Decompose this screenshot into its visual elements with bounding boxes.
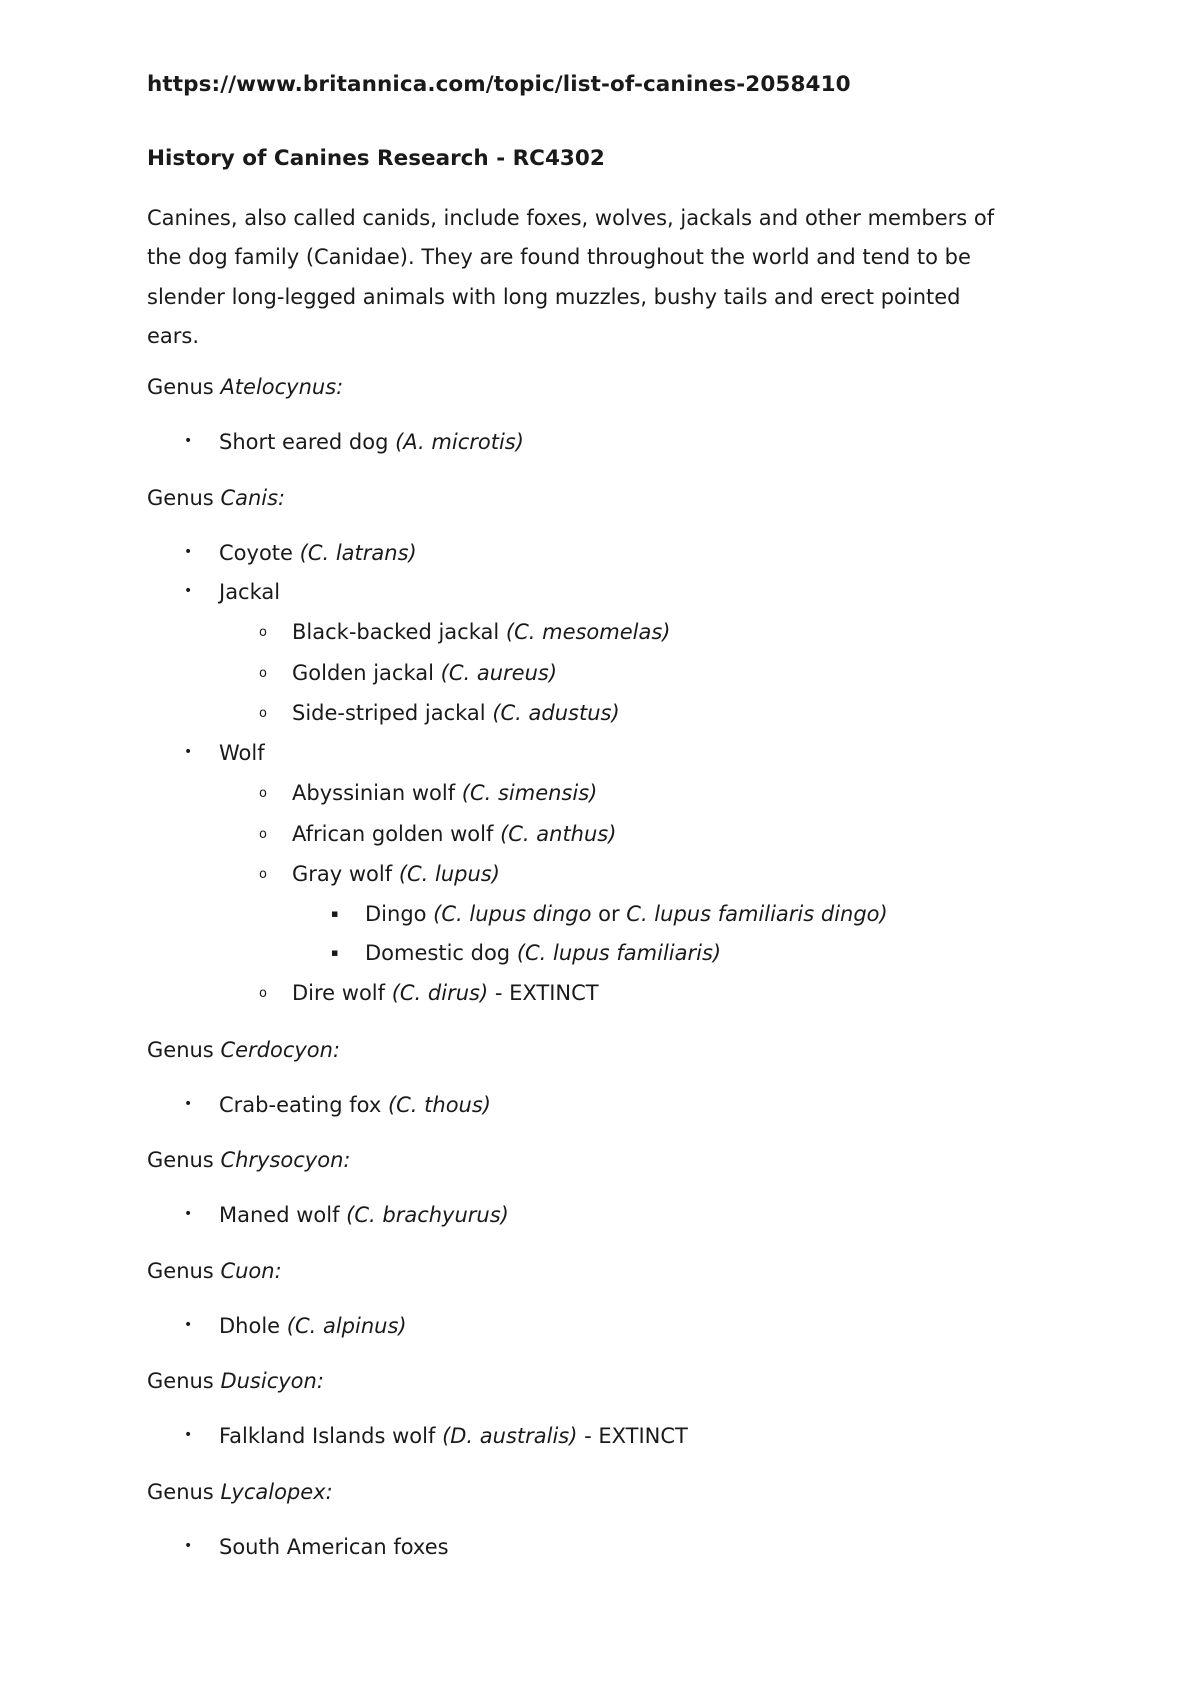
genus-prefix: Genus	[147, 486, 221, 510]
intro-paragraph	[147, 199, 1077, 356]
bullet-circle-icon: o	[259, 625, 267, 640]
genus-prefix: Genus	[147, 1369, 221, 1393]
bullet-disc-icon: •	[184, 744, 193, 760]
species-item: Abyssinian wolf (C. simensis)	[292, 781, 598, 805]
extinct-note: - EXTINCT	[488, 981, 599, 1005]
intro-line: ears.	[147, 323, 200, 348]
species-group-item: Jackal	[219, 580, 281, 604]
genus-heading-atelocynus	[147, 377, 343, 398]
intro-line: Canines, also called canids, include foxes, wolves, jackals and other members of	[147, 206, 995, 230]
genus-prefix: Genus	[147, 375, 221, 399]
genus-heading-canis	[147, 488, 285, 509]
species-group-item: Wolf	[219, 741, 265, 765]
genus-prefix: Genus	[147, 1148, 221, 1172]
genus-name: Cuon:	[220, 1259, 282, 1283]
bullet-circle-icon: o	[259, 986, 267, 1001]
genus-name: Atelocynus:	[220, 375, 344, 399]
genus-heading-cerdocyon	[147, 1040, 340, 1061]
bullet-disc-icon: •	[184, 544, 193, 560]
species-item: Golden jackal (C. aureus)	[292, 661, 558, 685]
genus-prefix: Genus	[147, 1480, 221, 1504]
genus-name: Canis:	[220, 486, 286, 510]
genus-prefix: Genus	[147, 1259, 221, 1283]
genus-prefix: Genus	[147, 1038, 221, 1062]
species-item: Gray wolf (C. lupus)	[292, 862, 500, 886]
species-item: Domestic dog (C. lupus familiaris)	[365, 941, 722, 965]
genus-name: Dusicyon:	[220, 1369, 324, 1393]
bullet-circle-icon: o	[259, 706, 267, 721]
bullet-disc-icon: •	[184, 583, 193, 599]
bullet-disc-icon: •	[184, 1427, 193, 1443]
document-title: History of Canines Research - RC4302	[147, 146, 605, 171]
bullet-circle-icon: o	[259, 666, 267, 681]
genus-name: Chrysocyon:	[220, 1148, 351, 1172]
bullet-square-icon: ▪	[331, 946, 339, 959]
intro-line: slender long-legged animals with long muzzles, bushy tails and erect pointed	[147, 284, 961, 309]
genus-name: Lycalopex:	[220, 1480, 333, 1504]
species-item: Black-backed jackal (C. mesomelas)	[292, 620, 671, 644]
bullet-disc-icon: •	[184, 1206, 193, 1222]
bullet-disc-icon: •	[184, 1538, 193, 1554]
genus-heading-lycalopex	[147, 1482, 333, 1503]
bullet-disc-icon: •	[184, 1096, 193, 1112]
species-item: Dire wolf (C. dirus) - EXTINCT	[292, 981, 599, 1005]
species-item: Side-striped jackal (C. adustus)	[292, 701, 620, 725]
species-group-item: South American foxes	[219, 1535, 449, 1559]
genus-heading-dusicyon	[147, 1371, 324, 1392]
species-item: Dingo (C. lupus dingo or C. lupus familiaris dingo)	[365, 902, 888, 926]
bullet-disc-icon: •	[184, 433, 193, 449]
genus-name: Cerdocyon:	[220, 1038, 341, 1062]
species-item: African golden wolf (C. anthus)	[292, 822, 617, 846]
species-item: Coyote (C. latrans)	[219, 541, 417, 565]
bullet-disc-icon: •	[184, 1317, 193, 1333]
extinct-note: - EXTINCT	[577, 1424, 688, 1448]
bullet-circle-icon: o	[259, 867, 267, 882]
bullet-circle-icon: o	[259, 827, 267, 842]
species-item: Falkland Islands wolf (D. australis) - EXTINCT	[219, 1424, 688, 1448]
species-item: Maned wolf (C. brachyurus)	[219, 1203, 509, 1227]
species-item: Dhole (C. alpinus)	[219, 1314, 407, 1338]
genus-heading-chrysocyon	[147, 1150, 350, 1171]
species-item: Short eared dog (A. microtis)	[219, 430, 524, 454]
genus-heading-cuon	[147, 1261, 282, 1282]
intro-line: the dog family (Canidae). They are found throughout the world and tend to be	[147, 245, 971, 270]
species-item: Crab-eating fox (C. thous)	[219, 1093, 491, 1117]
source-url[interactable]: https://www.britannica.com/topic/list-of-canines-2058410	[147, 72, 851, 97]
bullet-circle-icon: o	[259, 786, 267, 801]
bullet-square-icon: ▪	[331, 907, 339, 920]
